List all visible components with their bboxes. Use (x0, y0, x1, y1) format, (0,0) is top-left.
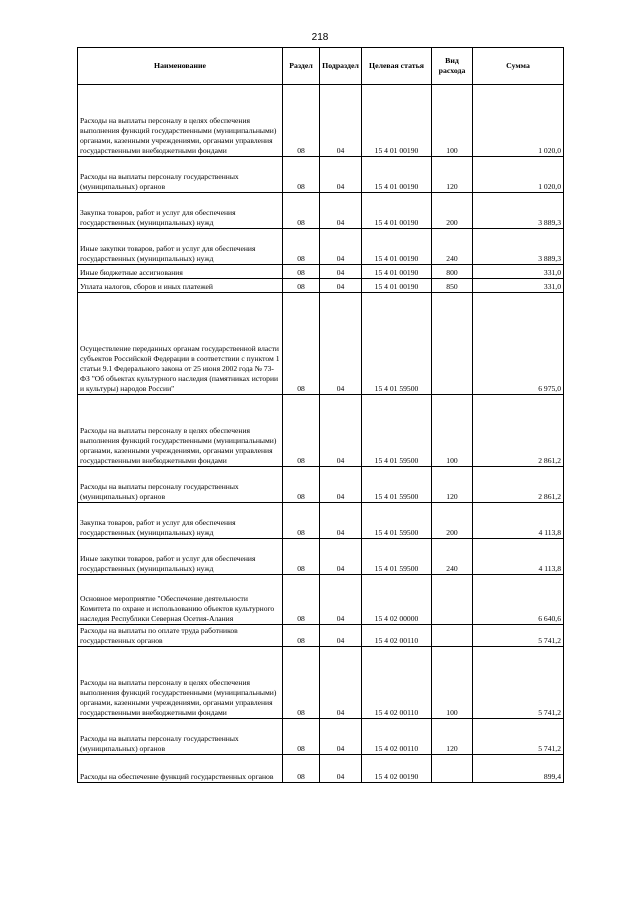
cell-vid: 850 (432, 279, 473, 293)
cell-summa: 6 640,6 (473, 575, 564, 625)
cell-statya: 15 4 01 00190 (362, 265, 432, 279)
cell-statya: 15 4 01 00190 (362, 229, 432, 265)
cell-statya: 15 4 02 00110 (362, 647, 432, 719)
cell-podrazdel: 04 (320, 229, 362, 265)
header-statya: Целевая статья (362, 48, 432, 85)
cell-razdel: 08 (283, 719, 320, 755)
cell-summa: 5 741,2 (473, 719, 564, 755)
table-row (78, 229, 564, 265)
cell-podrazdel: 04 (320, 647, 362, 719)
cell-razdel: 08 (283, 755, 320, 783)
table-row (78, 625, 564, 647)
cell-vid (432, 293, 473, 395)
table-row (78, 279, 564, 293)
cell-summa: 4 113,8 (473, 539, 564, 575)
cell-name: Расходы на выплаты персоналу в целях обеспечения выполнения функций государственными (муниципальными) органами, казенными учреждениями, органами управления государственными внебюджетными фондами (78, 85, 283, 157)
cell-name: Расходы на выплаты по оплате труда работников государственных органов (78, 625, 283, 647)
cell-vid: 240 (432, 539, 473, 575)
cell-podrazdel: 04 (320, 755, 362, 783)
cell-podrazdel: 04 (320, 395, 362, 467)
cell-summa: 331,0 (473, 265, 564, 279)
cell-razdel: 08 (283, 265, 320, 279)
cell-razdel: 08 (283, 647, 320, 719)
cell-razdel: 08 (283, 503, 320, 539)
cell-name: Иные закупки товаров, работ и услуг для обеспечения государственных (муниципальных) нужд (78, 229, 283, 265)
cell-summa: 4 113,8 (473, 503, 564, 539)
cell-name: Иные закупки товаров, работ и услуг для обеспечения государственных (муниципальных) нужд (78, 539, 283, 575)
cell-name: Расходы на выплаты персоналу государственных (муниципальных) органов (78, 157, 283, 193)
cell-vid: 120 (432, 719, 473, 755)
table-row (78, 503, 564, 539)
page-number: 218 (311, 32, 329, 43)
cell-name: Расходы на выплаты персоналу государственных (муниципальных) органов (78, 467, 283, 503)
cell-statya: 15 4 02 00110 (362, 625, 432, 647)
table-header-row (78, 48, 564, 85)
cell-summa: 5 741,2 (473, 647, 564, 719)
cell-statya: 15 4 01 00190 (362, 85, 432, 157)
table-row (78, 265, 564, 279)
cell-vid: 200 (432, 193, 473, 229)
cell-statya: 15 4 01 00190 (362, 157, 432, 193)
cell-summa: 1 020,0 (473, 157, 564, 193)
cell-razdel: 08 (283, 279, 320, 293)
cell-podrazdel: 04 (320, 575, 362, 625)
cell-name: Уплата налогов, сборов и иных платежей (78, 279, 283, 293)
cell-razdel: 08 (283, 467, 320, 503)
cell-statya: 15 4 01 59500 (362, 395, 432, 467)
cell-name: Закупка товаров, работ и услуг для обеспечения государственных (муниципальных) нужд (78, 193, 283, 229)
cell-podrazdel: 04 (320, 539, 362, 575)
cell-statya: 15 4 01 59500 (362, 503, 432, 539)
cell-name: Закупка товаров, работ и услуг для обеспечения государственных (муниципальных) нужд (78, 503, 283, 539)
header-vid: Вид расхода (432, 48, 473, 85)
cell-razdel: 08 (283, 229, 320, 265)
cell-vid: 120 (432, 157, 473, 193)
header-podrazdel: Подраздел (320, 48, 362, 85)
cell-summa: 899,4 (473, 755, 564, 783)
cell-statya: 15 4 01 59500 (362, 467, 432, 503)
cell-vid (432, 755, 473, 783)
table-row (78, 575, 564, 625)
table-row (78, 719, 564, 755)
cell-podrazdel: 04 (320, 467, 362, 503)
cell-vid: 800 (432, 265, 473, 279)
cell-statya: 15 4 02 00190 (362, 755, 432, 783)
cell-summa: 3 889,3 (473, 193, 564, 229)
cell-razdel: 08 (283, 157, 320, 193)
cell-name: Расходы на обеспечение функций государственных органов (78, 755, 283, 783)
cell-razdel: 08 (283, 293, 320, 395)
cell-name: Расходы на выплаты персоналу государственных (муниципальных) органов (78, 719, 283, 755)
cell-name: Иные бюджетные ассигнования (78, 265, 283, 279)
cell-podrazdel: 04 (320, 279, 362, 293)
header-razdel: Раздел (283, 48, 320, 85)
cell-summa: 1 020,0 (473, 85, 564, 157)
cell-razdel: 08 (283, 575, 320, 625)
cell-razdel: 08 (283, 193, 320, 229)
budget-table (77, 47, 564, 783)
cell-summa: 3 889,3 (473, 229, 564, 265)
cell-podrazdel: 04 (320, 265, 362, 279)
table-row (78, 755, 564, 783)
table-row (78, 193, 564, 229)
cell-statya: 15 4 01 00190 (362, 279, 432, 293)
cell-razdel: 08 (283, 625, 320, 647)
table-row (78, 647, 564, 719)
cell-vid (432, 625, 473, 647)
table-row (78, 85, 564, 157)
cell-vid (432, 575, 473, 625)
cell-vid: 120 (432, 467, 473, 503)
cell-vid: 240 (432, 229, 473, 265)
cell-podrazdel: 04 (320, 85, 362, 157)
cell-statya: 15 4 01 00190 (362, 193, 432, 229)
cell-name: Расходы на выплаты персоналу в целях обеспечения выполнения функций государственными (муниципальными) органами, казенными учреждениями, органами управления государственными внебюджетными фондами (78, 395, 283, 467)
cell-summa: 6 975,0 (473, 293, 564, 395)
cell-statya: 15 4 02 00000 (362, 575, 432, 625)
cell-name: Расходы на выплаты персоналу в целях обеспечения выполнения функций государственными (муниципальными) органами, казенными учреждениями, органами управления государственными внебюджетными фондами (78, 647, 283, 719)
table-row (78, 395, 564, 467)
cell-name: Осуществление переданных органам государственной власти субъектов Российской Федерации в соответствии с пунктом 1 статьи 9.1 Федерального закона от 25 июня 2002 года № 73-ФЗ "Об объектах культурного наследия (памятниках истории и культуры) народов России" (78, 293, 283, 395)
cell-name: Основное мероприятие "Обеспечение деятельности Комитета по охране и использованию объектов культурного наследия Республики Северная Осетия-Алания (78, 575, 283, 625)
cell-podrazdel: 04 (320, 293, 362, 395)
cell-vid: 100 (432, 85, 473, 157)
cell-vid: 200 (432, 503, 473, 539)
cell-razdel: 08 (283, 395, 320, 467)
cell-summa: 331,0 (473, 279, 564, 293)
table-row (78, 539, 564, 575)
cell-podrazdel: 04 (320, 719, 362, 755)
cell-podrazdel: 04 (320, 193, 362, 229)
header-summa: Сумма (473, 48, 564, 85)
cell-statya: 15 4 01 59500 (362, 293, 432, 395)
cell-razdel: 08 (283, 85, 320, 157)
cell-summa: 2 861,2 (473, 395, 564, 467)
cell-vid: 100 (432, 395, 473, 467)
cell-statya: 15 4 02 00110 (362, 719, 432, 755)
cell-podrazdel: 04 (320, 625, 362, 647)
cell-summa: 2 861,2 (473, 467, 564, 503)
table-row (78, 157, 564, 193)
cell-summa: 5 741,2 (473, 625, 564, 647)
cell-podrazdel: 04 (320, 157, 362, 193)
cell-razdel: 08 (283, 539, 320, 575)
cell-vid: 100 (432, 647, 473, 719)
header-name: Наименование (78, 48, 283, 85)
table-row (78, 467, 564, 503)
cell-statya: 15 4 01 59500 (362, 539, 432, 575)
cell-podrazdel: 04 (320, 503, 362, 539)
table-row (78, 293, 564, 395)
